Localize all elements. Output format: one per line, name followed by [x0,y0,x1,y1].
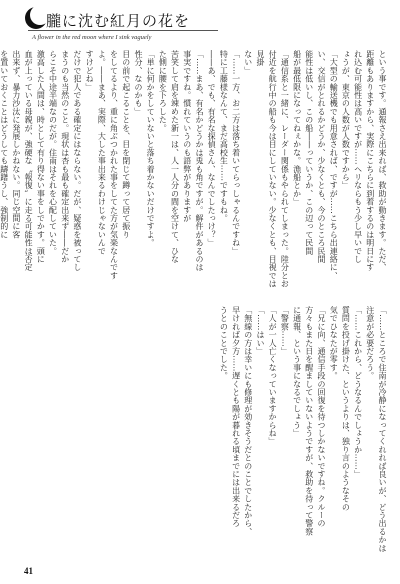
body-text [0,50,400,560]
text-line: 「警察……」 [280,306,290,356]
upper-text-column [0,50,388,294]
text-line: 船が最低限になってねぇかな。漁船とか」 [292,50,302,206]
text-line: 目の前で起こることを、目を閉じて蹲って居て振り [121,50,131,239]
text-line: い、交信がとれるかどうか、少なくとも、今のところ民間 [316,50,326,264]
text-line: 「大型の輸送機でも用意されば、ですが……こちら出連絡に、 [329,50,339,280]
text-line: よ。――まあ、実際、大した事出来るわけじゃないんで [97,50,107,255]
text-line: 事実ですね。慣れていうのも語弊がありますが [182,50,192,223]
text-line: 距離もありますから、実際にこちらに到着するのは明日にす [365,50,375,272]
page-header [22,4,282,46]
text-line: 付近を航行中の船も今は目にしていない。少なくとも、目視では見掛 [255,50,278,288]
text-line: 「無線の方は幸いにも修理が効きそうだとのことでしたから、 [243,306,253,536]
text-line: をしてるより、重に角ぶつかれた事をしてた方が気楽なんです [109,50,119,280]
text-line: ょうが、東京の人数が人数ですから」 [341,50,351,190]
text-line: 血が上っている母親が、強硬な〝報復〟に走る可能性は否定 [24,50,34,272]
text-line: 「……まあ、有名かどうかは兎も角ですが。解件があるのは [194,50,204,272]
text-line: 「人が一人亡くなっていますからね」 [268,306,278,446]
text-line: 気でひなたが零す。 [329,306,339,380]
text-line: だけで犯人である確定にはならない。だが、疑惑を被ってし [72,50,82,272]
text-line: 激高した人間は、時として有り得ない事をしでかす。頭に [36,50,46,264]
text-line: た側に腰を下ろした。 [158,50,168,132]
text-line: 出来ず、暴力沙汰に発展しかねない。同じ空間に客 [11,50,21,239]
text-line: 注意が必要だろう。 [365,306,375,380]
header-subtitle: A flower in the red moon where I sink vaguely [32,34,152,41]
text-line: 苦笑して肩を竦めた新一は、人一人分の間を空けて、ひな [170,50,180,264]
text-line: 性分、なのかも」 [133,50,143,116]
text-line: すけどね」 [85,50,95,91]
text-line: 「……はい」 [255,306,265,356]
text-line: 「通信系と一緒に、レーダー関係もやられてしまった。陸分とお [280,50,290,288]
text-line: 特に工藤様なんて、まだ高校生……ですもね。 [219,50,229,223]
text-line: 「……ところで住南が冷静になってくれれば良いが、どう出るかは [378,306,387,552]
text-line: まうのも当然のこと。現状は杏も最も確定出来ず――だか [60,50,70,264]
text-line: という事です。通報さえ出来れば、救助が動きます。ただ、 [378,50,387,272]
text-line: 早ければ夕方……遅くとも陽が暮れる頃までには出来るだろ [231,306,241,528]
text-line: に通報、という事になるでしょう」 [292,306,302,438]
header-title: 朧に沈む紅月の花を [46,12,191,30]
text-line: 質問を投げ掛けた、というよりは、独り言のようなその [341,306,351,511]
text-line: ――あ、でも、有名な探偵さん、なんでしたっけ？」 [207,50,217,247]
text-line: れ込む可能性は高いですが……ヘリならもう少し早いでし [353,50,363,264]
text-line: を置いておくことはどうしても躊躇うし、強制的に [0,50,9,239]
text-line: ない」 [243,50,253,75]
text-line: 「……一方、お二方は落ち着いてらっしゃるんですね」 [231,50,241,255]
text-line: 「……これから、どうなるんでしょうか……」 [353,306,363,479]
text-line: 能性は低いし、この船――っていうか、この辺って民間 [304,50,314,255]
page-number: 41 [24,566,33,576]
text-line: らこそ中途半端なのだが。住南はそれを心配していた。 [48,50,58,255]
text-line: 方々もまた日を醒ましていないようですが、救助を待って警察 [304,306,314,536]
text-line: 「単に何かをしていないと落ち着かないだけですよ。 [146,50,156,247]
text-line: うとのことでした。 [219,306,229,380]
text-line: 「兄に向、通信手段の回復を待つしかないですね。クルーの [316,306,326,528]
lower-text-column [22,306,388,556]
